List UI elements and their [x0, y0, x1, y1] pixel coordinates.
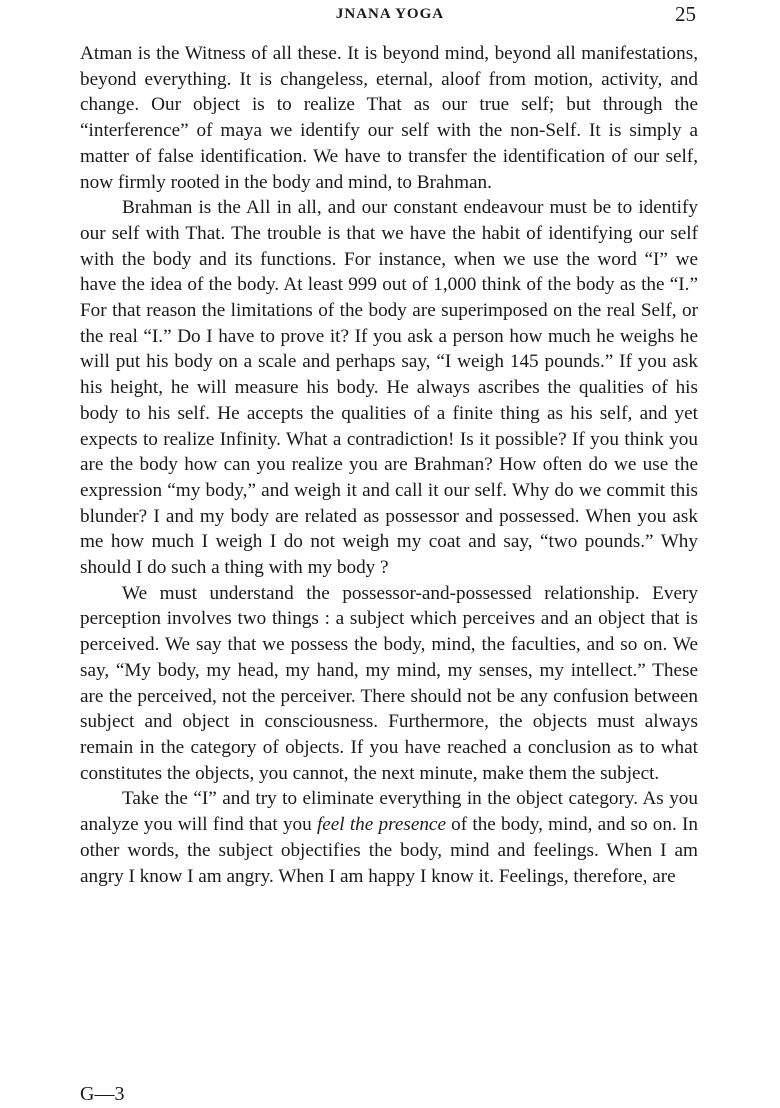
- body-text: [80, 41, 698, 889]
- page-number: 25: [675, 2, 696, 26]
- running-head: [0, 2, 780, 26]
- paragraph-1: Atman is the Witness of all these. It is beyond mind, beyond all manifestations, beyond everything. It is changeless, eternal, aloof from motion, activity, and change. Our object is to realize That as our true self; but through the “interference” of maya we identify our self with the non-Self. It is simply a matter of false identification. We have to transfer the identification of our self, now firmly rooted in the body and mind, to Brahman.: [80, 43, 698, 193]
- paragraph-4: [80, 786, 698, 889]
- paragraph-4-start: Take the “I” and try to eliminate everything in the object category. As you analyze you will find that you: [80, 788, 698, 836]
- signature-mark: G—3: [80, 1083, 125, 1105]
- paragraph-4-end: of the body, mind, and so on. In other words, the subject objectifies the body, mind and feelings. When I am angry I know I am angry. When I am happy I know it. Feelings, therefore, are: [80, 814, 698, 887]
- paragraph-2: Brahman is the All in all, and our constant endeavour must be to identify our self with That. The trouble is that we have the habit of identifying our self with the body and its functions. For instance, when we use the word “I” we have the idea of the body. At least 999 out of 1,000 think of the body as the “I.” For that reason the limitations of the body are superimposed on the real Self, or the real “I.” Do I have to prove it? If you ask a person how much he weighs he will put his body on a scale and perhaps say, “I weigh 145 pounds.” If you ask his height, he will measure his body. He always ascribes the qualities of his body to his self. He accepts the qualities of a finite thing as his self, and yet expects to realize Infinity. What a contradiction! Is it possible? If you think you are the body how can you realize you are Brahman? How often do we use the expression “my body,” and weigh it and call it our self. Why do we commit this blunder? I and my body are related as possessor and possessed. When you ask me how much I weigh I do not weigh my coat and say, “two pounds.” Why should I do such a thing with my body ?: [80, 197, 698, 579]
- paragraph-4-emphasis: feel the presence: [316, 814, 446, 836]
- paragraph-3: We must understand the possessor-and-possessed relationship. Every perception involves two things : a subject which perceives and an object that is perceived. We say that we possess the body, mind, the faculties, and so on. We say, “My body, my head, my hand, my mind, my senses, my intellect.” These are the perceived, not the perceiver. There should not be any confusion between subject and object in consciousness. Furthermore, the objects must always remain in the category of objects. If you have reached a conclusion as to what constitutes the objects, you cannot, the next minute, make them the subject.: [80, 582, 698, 784]
- running-title: JNANA YOGA: [335, 6, 445, 22]
